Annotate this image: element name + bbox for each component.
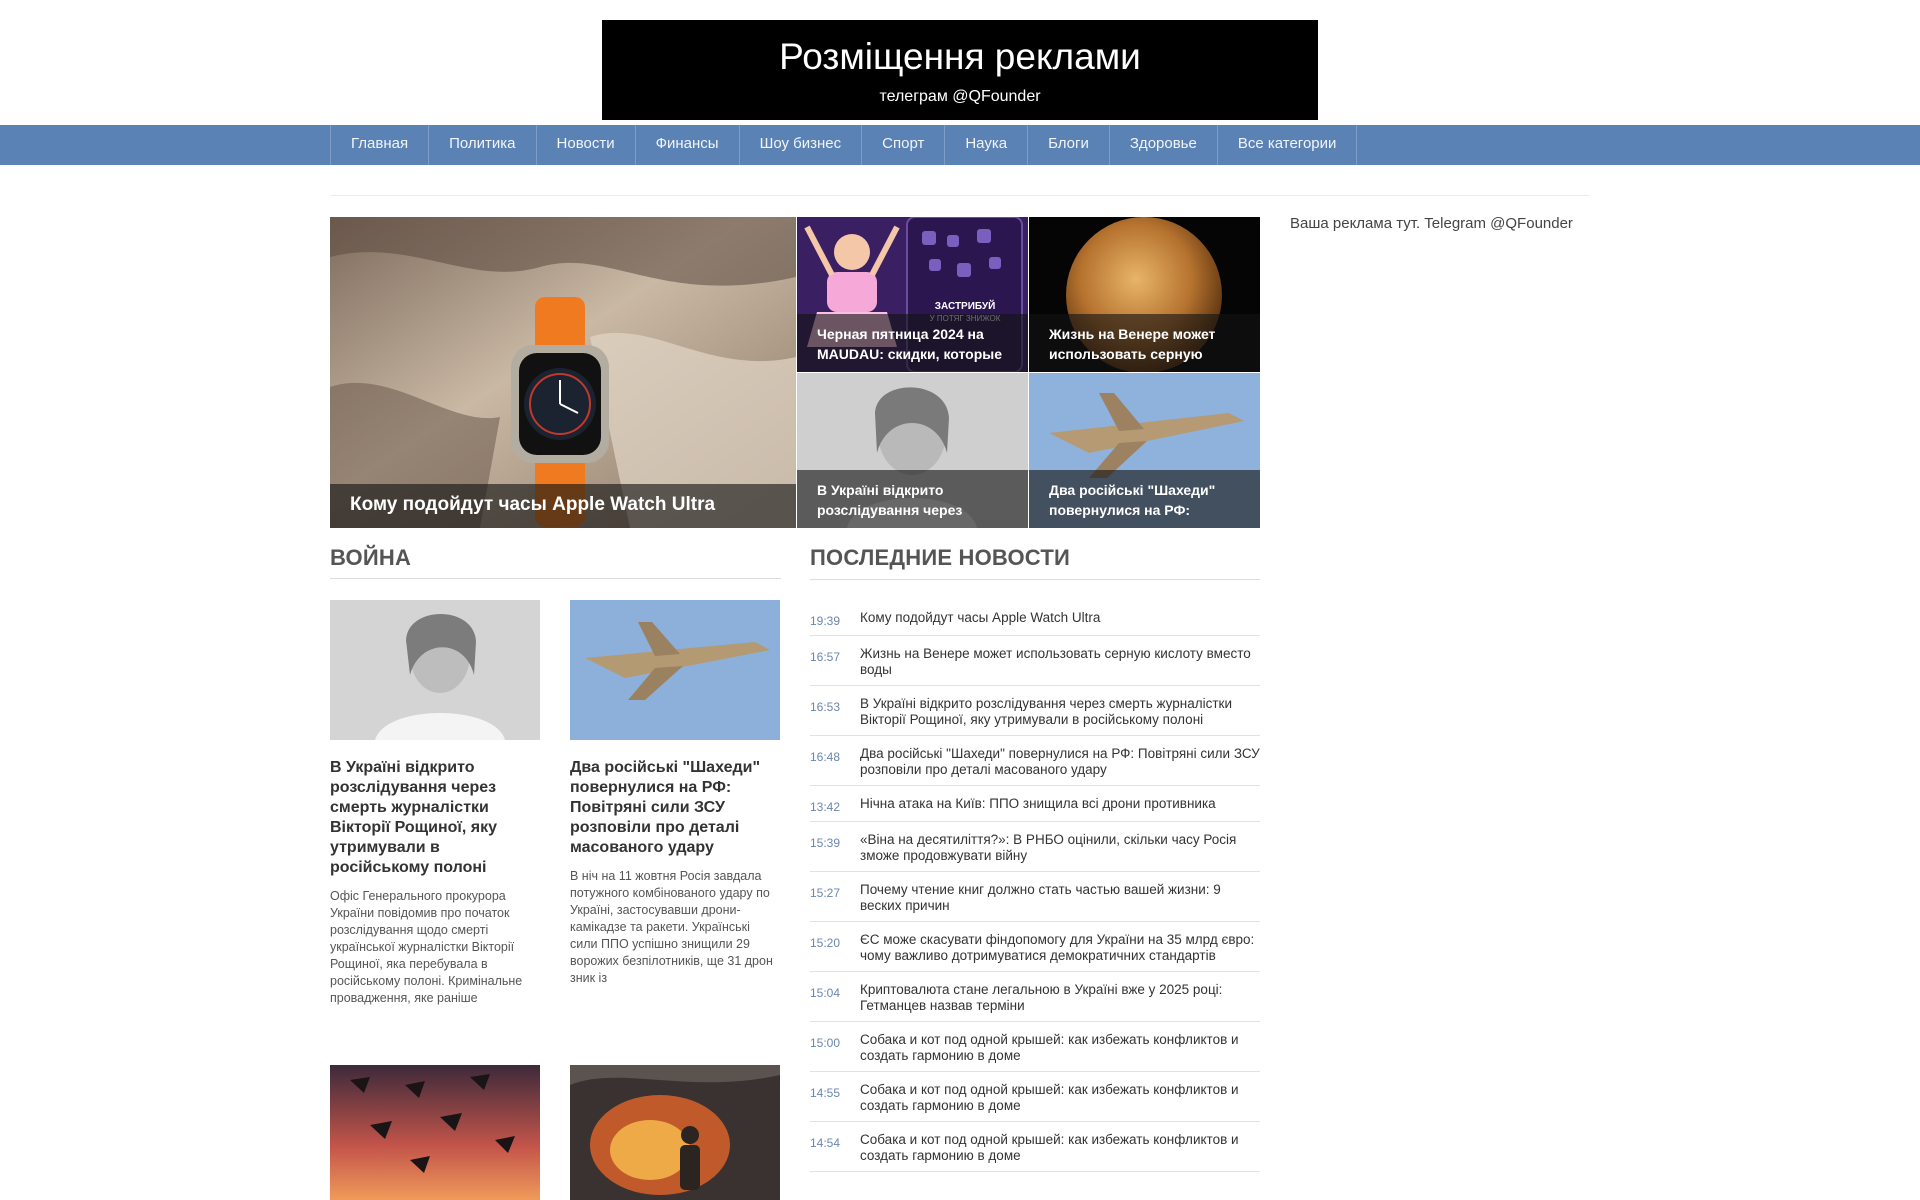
news-item-time: 15:04 — [810, 986, 841, 1000]
news-item-title[interactable]: Криптовалюта стане легальною в Україні вже у 2025 році: Гетманцев назвав терміни — [860, 982, 1223, 1013]
sidebar-ad[interactable]: Ваша реклама тут. Telegram @QFounder — [1290, 215, 1573, 232]
hero-tile-journalist[interactable] — [797, 373, 1028, 528]
nav-item-finance[interactable]: Финансы — [636, 125, 740, 165]
news-item-title[interactable]: Почему чтение книг должно стать частью вашей жизни: 9 веских причин — [860, 882, 1221, 913]
news-item[interactable] — [810, 872, 1260, 922]
war-card-drones-sunset-image[interactable] — [330, 1065, 540, 1200]
nav-item-sport[interactable]: Спорт — [862, 125, 945, 165]
war-card-shahed — [570, 600, 780, 987]
war-card-journalist-title[interactable]: В Україні відкрито розслідування через смерть журналістки Вікторії Рощиної, яку утримували в російському полоні — [330, 759, 498, 876]
nav-item-home[interactable]: Главная — [331, 125, 429, 165]
war-card-shahed-title[interactable]: Два російські "Шахеди" повернулися на РФ: Повітряні сили ЗСУ розповіли про деталі масованого удару — [570, 759, 761, 856]
latest-news-divider — [810, 579, 1260, 580]
news-item-time: 16:57 — [810, 650, 841, 664]
latest-news-list — [810, 600, 1260, 1172]
ad-banner-subtitle: телеграм @QFounder — [879, 88, 1041, 105]
news-item-title[interactable]: Нічна атака на Київ: ППО знищила всі дрони противника — [860, 796, 1216, 811]
war-section-title[interactable]: ВОЙНА — [330, 545, 412, 570]
apple-watch-image — [330, 217, 796, 528]
news-item-time: 16:48 — [810, 750, 841, 764]
news-item[interactable] — [810, 736, 1260, 786]
nav-item-all-categories[interactable]: Все категории — [1218, 125, 1358, 165]
hero-tile-venus-title[interactable]: Жизнь на Венере может использовать серную — [1029, 314, 1260, 372]
nav-menu — [330, 125, 1357, 165]
news-item-title[interactable]: Собака и кот под одной крышей: как избежать конфликтов и создать гармонию в доме — [860, 1082, 1239, 1113]
news-item-time: 15:00 — [810, 1036, 841, 1050]
war-card-journalist — [330, 600, 540, 1007]
war-card-journalist-image[interactable] — [330, 600, 540, 740]
hero-tile-shahed[interactable] — [1029, 373, 1260, 528]
hero-tile-maudau-title[interactable]: Черная пятница 2024 на MAUDAU: скидки, которые — [797, 314, 1028, 372]
hero-main-title[interactable]: Кому подойдут часы Apple Watch Ultra — [330, 484, 796, 528]
nav-item-news[interactable]: Новости — [537, 125, 636, 165]
nav-item-health[interactable]: Здоровье — [1110, 125, 1218, 165]
news-item-time: 15:39 — [810, 836, 841, 850]
news-item-title[interactable]: «Віна на десятиліття?»: В РНБО оцінили, скільки часу Росія зможе продовжувати війну — [860, 832, 1237, 863]
hero-tile-venus[interactable] — [1029, 217, 1260, 372]
main-navbar — [0, 125, 1920, 165]
hero-main-tile[interactable] — [330, 217, 796, 528]
news-item[interactable] — [810, 636, 1260, 686]
news-item-time: 15:27 — [810, 886, 841, 900]
news-item-title[interactable]: В Україні відкрито розслідування через смерть журналістки Вікторії Рощиної, яку утримували в російському полоні — [860, 696, 1232, 727]
news-item-title[interactable]: Собака и кот под одной крышей: как избежать конфликтов и создать гармонию в доме — [860, 1032, 1239, 1063]
news-item[interactable] — [810, 1022, 1260, 1072]
news-item-title[interactable]: ЄС може скасувати фіндопомогу для України на 35 млрд євро: чому важливо дотримуватися демократичних стандартів — [860, 932, 1255, 963]
war-card-journalist-desc: Офіс Генерального прокурора України повідомив про початок розслідування щодо смерті української журналістки Вікторії Рощиної, яка перебувала в російському полоні. Кримінальне провадження, яке раніше — [330, 889, 523, 1005]
nav-item-blogs[interactable]: Блоги — [1028, 125, 1110, 165]
news-item[interactable] — [810, 600, 1260, 636]
news-item[interactable] — [810, 786, 1260, 822]
nav-item-showbiz[interactable]: Шоу бизнес — [740, 125, 863, 165]
war-card-shahed-image[interactable] — [570, 600, 780, 740]
news-item-time: 19:39 — [810, 614, 841, 628]
news-item-title[interactable]: Жизнь на Венере может использовать серную кислоту вместо воды — [860, 646, 1251, 677]
war-card-fire-soldier-image[interactable] — [570, 1065, 780, 1200]
news-item[interactable] — [810, 686, 1260, 736]
news-item-time: 13:42 — [810, 800, 841, 814]
nav-item-politics[interactable]: Политика — [429, 125, 536, 165]
news-item-time: 15:20 — [810, 936, 841, 950]
top-ad-banner[interactable] — [602, 20, 1318, 120]
war-section-divider — [330, 578, 781, 579]
hero-tile-shahed-title[interactable]: Два російські "Шахеди" повернулися на РФ: — [1029, 470, 1260, 528]
header-divider — [330, 195, 1590, 196]
news-item-title[interactable]: Собака и кот под одной крышей: как избежать конфликтов и создать гармонию в доме — [860, 1132, 1239, 1163]
news-item-time: 14:55 — [810, 1086, 841, 1100]
ad-banner-title: Розміщення реклами — [779, 36, 1141, 77]
news-item[interactable] — [810, 972, 1260, 1022]
maudau-promo-text-1: ЗАСТРИБУЙ — [934, 301, 996, 312]
nav-item-science[interactable]: Наука — [945, 125, 1028, 165]
news-item[interactable] — [810, 1072, 1260, 1122]
news-item-time: 14:54 — [810, 1136, 841, 1150]
hero-grid — [330, 217, 1260, 528]
hero-tile-maudau[interactable] — [797, 217, 1028, 372]
news-item-title[interactable]: Два російські "Шахеди" повернулися на РФ: Повітряні сили ЗСУ розповіли про деталі масованого удару — [860, 746, 1260, 777]
war-card-shahed-desc: В ніч на 11 жовтня Росія завдала потужного комбінованого удару по Україні, застосувавши дрони-камікадзе та ракети. Українські сили ППО успішно знищили 29 ворожих безпілотників, ще 31 дрон зник із — [570, 869, 773, 985]
news-item[interactable] — [810, 1122, 1260, 1172]
news-item[interactable] — [810, 922, 1260, 972]
hero-tile-journalist-title[interactable]: В Україні відкрито розслідування через — [797, 470, 1028, 528]
news-item-time: 16:53 — [810, 700, 841, 714]
news-item[interactable] — [810, 822, 1260, 872]
news-item-title[interactable]: Кому подойдут часы Apple Watch Ultra — [860, 610, 1101, 625]
latest-news-title[interactable]: ПОСЛЕДНИЕ НОВОСТИ — [810, 545, 1070, 570]
